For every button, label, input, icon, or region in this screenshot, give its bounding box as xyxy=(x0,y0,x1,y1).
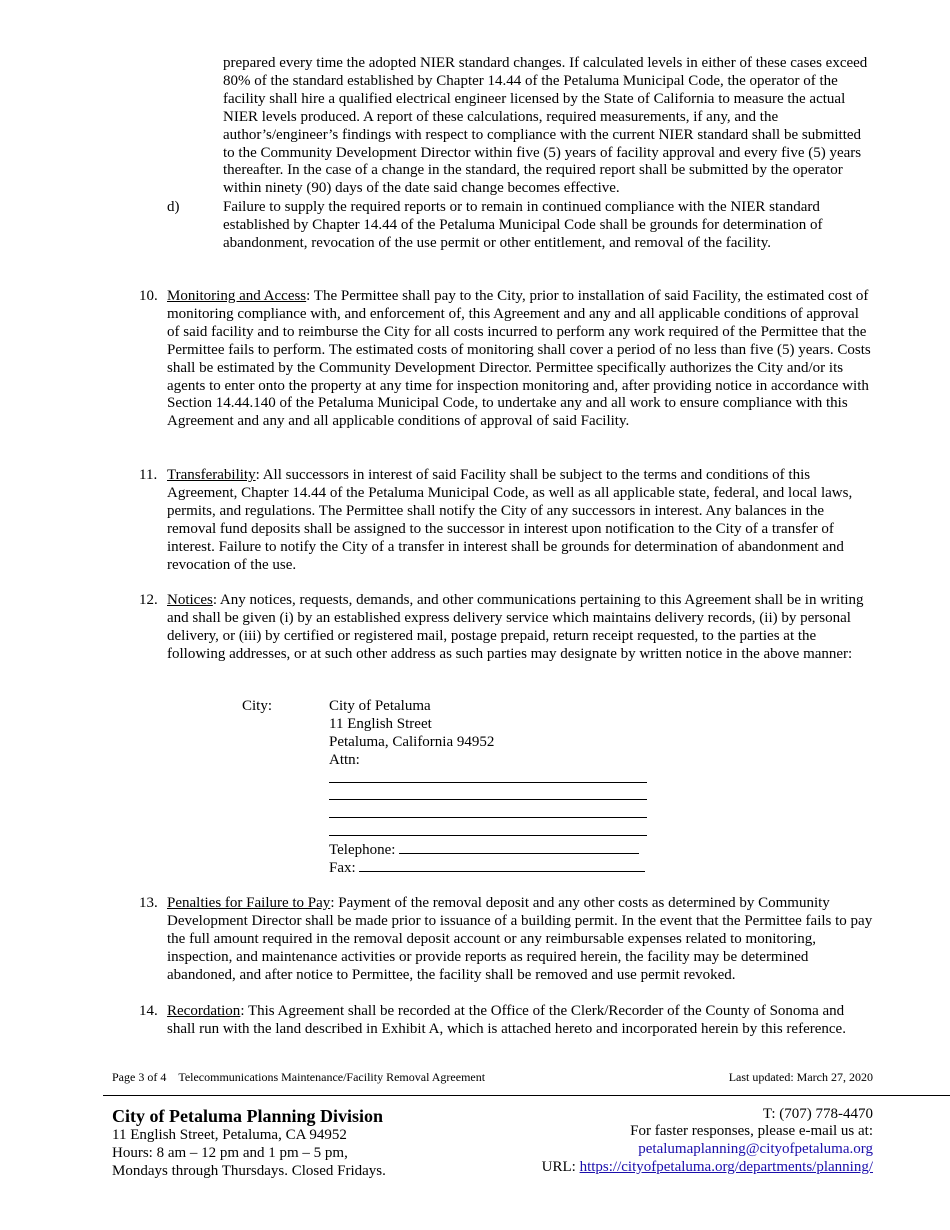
blank-line xyxy=(329,823,647,836)
section-text: : This Agreement shall be recorded at the Office of the Clerk/Recorder of the County of Sonoma and shall run with the land described in Exhibit A, which is attached hereto and incorporated herein by this reference. xyxy=(167,1003,846,1037)
item-d-label: d) xyxy=(167,199,180,215)
section-number: 13. xyxy=(139,895,158,911)
fax-label: Fax: xyxy=(329,860,356,877)
section-heading: Monitoring and Access xyxy=(167,288,307,304)
section-14 xyxy=(139,1003,875,1039)
address-label: City: xyxy=(242,698,273,714)
footer-doc-title: Telecommunications Maintenance/Facility Removal Agreement xyxy=(178,1070,486,1084)
page-footer xyxy=(112,1070,873,1084)
item-d xyxy=(167,199,873,253)
org-hours-days: Mondays through Thursdays. Closed Fridays. xyxy=(112,1162,386,1179)
section-heading: Transferability xyxy=(167,467,256,483)
org-block xyxy=(112,1105,386,1181)
address-name: City of Petaluma xyxy=(329,698,431,714)
fax-blank xyxy=(359,859,645,872)
address-attn: Attn: xyxy=(329,751,360,768)
blank-line xyxy=(329,805,647,818)
section-12 xyxy=(139,592,875,664)
section-text: : Any notices, requests, demands, and other communications pertaining to this Agreement shall be in writing and shall be given (i) by an established express delivery service which maintains delivery records, (ii) by personal delivery, or (iii) by certified or registered mail, postage prepaid, return receipt requested, to the parties at the following addresses, or at such other address as such parties may designate by written notice in the above manner: xyxy=(167,592,864,662)
telephone-label: Telephone: xyxy=(329,842,396,859)
last-updated: Last updated: March 27, 2020 xyxy=(728,1070,873,1084)
item-c-continuation: prepared every time the adopted NIER standard changes. If calculated levels in either of these cases exceed 80% of the standard established by Chapter 14.44 of the Petaluma Municipal Code, the operator of the facility shall hire a qualified electrical engineer licensed by the State of California to measure the actual NIER levels produced. A report of these calculations, required measurements, if any, and the author’s/engineer’s findings with respect to compliance with the current NIER standard shall be submitted to the Community Development Director within five (5) years of facility approval and every five (5) years thereafter. In the case of a change in the standard, the required report shall be submitted by the operator within ninety (90) days of the date said change becomes effective. xyxy=(223,55,868,197)
section-number: 12. xyxy=(139,592,158,608)
address-street: 11 English Street xyxy=(329,715,432,732)
section-text: : The Permittee shall pay to the City, prior to installation of said Facility, the estimated cost of monitoring compliance with, and enforcement of, this Agreement and any and all applicable conditions of approval of said facility and to reimburse the City for all costs incurred to perform any work required of the Permittee that the Permittee fails to perform. The estimated costs of monitoring shall cover a period of no less than five (5) years. Costs shall be estimated by the Community Development Director. Permittee specifically authorizes the City and/or its agents to enter onto the property at any time for inspection monitoring and, after providing notice in accordance with Section 14.44.140 of the Petaluma Municipal Code, to undertake any and all work to ensure compliance with this Agreement and any and all applicable conditions of approval of said Facility. xyxy=(167,288,871,430)
section-13 xyxy=(139,895,875,985)
contact-telephone: T: (707) 778-4470 xyxy=(762,1106,873,1122)
contact-url-link[interactable]: https://cityofpetaluma.org/departments/planning/ xyxy=(579,1158,873,1175)
telephone-blank xyxy=(399,841,639,854)
section-number: 10. xyxy=(139,288,158,304)
contact-block xyxy=(542,1105,873,1177)
blank-line xyxy=(329,770,647,783)
org-address: 11 English Street, Petaluma, CA 94952 xyxy=(112,1127,347,1143)
page-number: Page 3 of 4 xyxy=(112,1070,167,1084)
item-d-text: Failure to supply the required reports or to remain in continued compliance with the NIER standard established by Chapter 14.44 of the Petaluma Municipal Code shall be grounds for determination of abandonment, revocation of the use permit or other entitlement, and removal of the facility. xyxy=(223,199,823,251)
section-text: : Payment of the removal deposit and any other costs as determined by Community Development Director shall be made prior to issuance of a building permit. In the event that the Permittee fails to pay the full amount required in the removal deposit account or any reimbursable expenses related to monitoring, inspection, and maintenance activities or provide reports as required herein, the facility may be determined abandoned, and after notice to Permittee, the facility shall be removed and use permit revoked. xyxy=(167,895,873,983)
section-number: 14. xyxy=(139,1003,158,1019)
section-heading: Recordation xyxy=(167,1003,241,1019)
section-10 xyxy=(139,288,875,431)
section-text: : All successors in interest of said Facility shall be subject to the terms and conditions of this Agreement, Chapter 14.44 of the Petaluma Municipal Code, as well as all applicable state, federal, and local laws, permits, and regulations. The Permittee shall notify the City of any successors in interest. Any balances in the removal fund deposits shall be assigned to the successor in interest upon notification to the City of a transfer of interest. Failure to notify the City of a transfer in interest shall be grounds for determination of abandonment and revocation of the use. xyxy=(167,467,853,573)
contact-email-link[interactable]: petalumaplanning@cityofpetaluma.org xyxy=(638,1140,873,1157)
section-heading: Penalties for Failure to Pay xyxy=(167,895,331,911)
section-11 xyxy=(139,467,875,574)
section-number: 11. xyxy=(139,467,158,483)
address-block xyxy=(329,698,659,877)
section-heading: Notices xyxy=(167,592,213,608)
contact-url-label: URL: xyxy=(541,1158,580,1175)
contact-email-prompt: For faster responses, please e-mail us at: xyxy=(630,1123,873,1139)
org-title: City of Petaluma Planning Division xyxy=(112,1106,384,1126)
org-hours: Hours: 8 am – 12 pm and 1 pm – 5 pm, xyxy=(112,1144,348,1161)
footer-divider xyxy=(103,1095,950,1096)
address-city: Petaluma, California 94952 xyxy=(329,733,495,750)
blank-line xyxy=(329,787,647,800)
